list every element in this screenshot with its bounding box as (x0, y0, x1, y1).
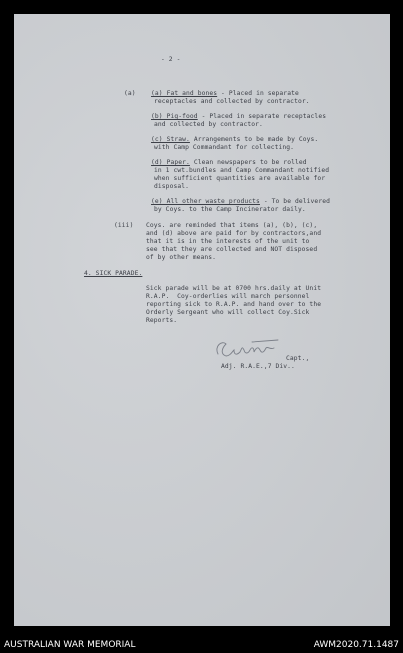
item-e-line-2: by Coys. to the Camp Incinerator daily. (154, 206, 306, 213)
sick-line-4: Orderly Sergeant who will collect Coy.Sick (146, 309, 310, 316)
item-d-line-4: disposal. (154, 183, 190, 190)
item-c-title: (c) Straw. (151, 136, 190, 143)
section-4-title: 4. SICK PARADE. (84, 270, 143, 277)
item-c-line-2: with Camp Commandant for collecting. (154, 144, 295, 151)
handwritten-signature (212, 336, 284, 364)
sick-line-2: R.A.P. Coy-orderlies will march personnel (146, 293, 310, 300)
sick-line-3: reporting sick to R.A.P. and hand over to the (146, 301, 322, 308)
item-b-line-1-rest: - Placed in separate receptacles (197, 113, 327, 120)
item-d-title: (d) Paper. (151, 159, 190, 166)
footer-accession-id: AWM2020.71.1487 (313, 640, 399, 650)
footer-source: AUSTRALIAN WAR MEMORIAL (4, 640, 136, 650)
section-a-label: (a) (124, 90, 136, 97)
para-iii-line-4: see that they are collected and NOT disposed (146, 246, 318, 253)
signature-rank: Capt., (286, 355, 310, 362)
footer-bar (0, 636, 403, 653)
item-d-line-2: in 1 cwt.bundles and Camp Commandant notified (154, 167, 330, 174)
item-b-line-2: and collected by contractor. (154, 121, 263, 128)
item-d-line-1-rest: Clean newspapers to be rolled (189, 159, 307, 166)
signature-title: Adj. R.A.E.,7 Div.. (221, 363, 295, 370)
para-iii-line-5: of by other means. (146, 254, 217, 261)
page-number: - 2 - (161, 56, 181, 63)
para-iii-line-3: that it is in the interests of the unit to (146, 238, 310, 245)
item-a-line-1-rest: - Placed in separate (217, 90, 299, 97)
para-iii-line-2: and (d) above are paid for by contractors,and (146, 230, 322, 237)
item-e-title: (e) All other waste products (151, 198, 260, 205)
item-a-line-2: receptacles and collected by contractor. (154, 98, 310, 105)
sick-line-5: Reports. (146, 317, 178, 324)
sick-line-1: Sick parade will be at 0700 hrs.daily at Unit (146, 285, 322, 292)
item-a-title: (a) Fat and bones (151, 90, 218, 97)
item-c-line-1-rest: Arrangements to be made by Coys. (189, 136, 319, 143)
section-4-heading (84, 270, 142, 278)
para-iii-line-1: Coys. are reminded that items (a), (b), (c), (146, 222, 318, 229)
item-b-title: (b) Pig-food (151, 113, 198, 120)
para-iii-label: (iii) (114, 222, 134, 229)
item-d-line-3: when sufficient quantities are available for (154, 175, 326, 182)
item-e-line-1-rest: - To be delivered (259, 198, 330, 205)
